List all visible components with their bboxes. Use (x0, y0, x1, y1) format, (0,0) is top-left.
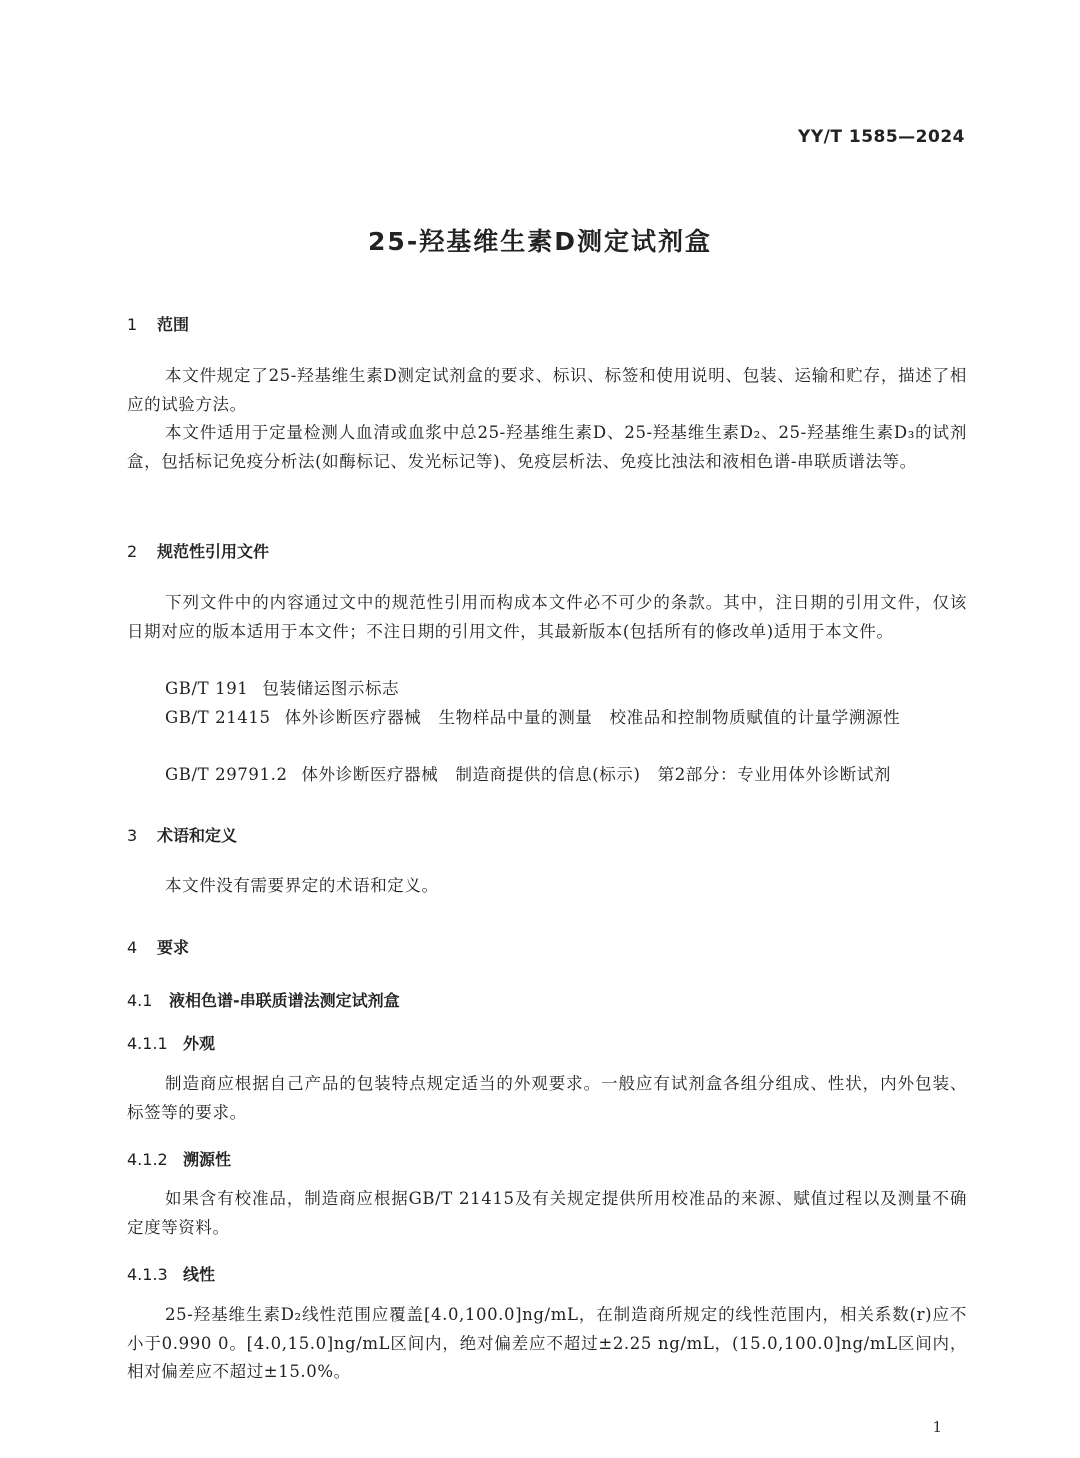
linearity-paragraph: 25-羟基维生素D₂线性范围应覆盖[4.0,100.0]ng/mL，在制造商所规定的线性范围内，相关系数(r)应不小于0.990 0。[4.0,15.0]ng/mL区间内，绝对偏差应不超过±2.25 ng/mL，(15.0,100.0]ng/mL区间内，相对偏差应不超过±15.0%。 (127, 1305, 967, 1381)
section-number: 1 (127, 315, 138, 334)
section-number: 3 (127, 826, 138, 845)
section-title: 范围 (157, 315, 190, 334)
reference-code: GB/T 29791.2 (165, 765, 288, 784)
section-heading-4-1-1 (127, 1031, 215, 1054)
reference-code: GB/T 21415 (165, 708, 271, 727)
reference-item (127, 704, 967, 733)
reference-item (127, 761, 967, 790)
section-number: 4.1 (127, 991, 153, 1010)
standard-code: YY/T 1585—2024 (798, 127, 965, 147)
scope-paragraph-1: 本文件规定了25-羟基维生素D测定试剂盒的要求、标识、标签和使用说明、包装、运输和贮存，描述了相应的试验方法。 (127, 366, 967, 414)
normative-intro-paragraph: 下列文件中的内容通过文中的规范性引用而构成本文件必不可少的条款。其中，注日期的引用文件，仅该日期对应的版本适用于本文件；不注日期的引用文件，其最新版本(包括所有的修改单)适用于本文件。 (127, 593, 967, 641)
section-title: 溯源性 (183, 1150, 232, 1169)
section-heading-2 (127, 539, 269, 562)
reference-title: 包装储运图示标志 (262, 679, 400, 698)
section-title: 液相色谱-串联质谱法测定试剂盒 (169, 991, 400, 1010)
terms-paragraph: 本文件没有需要界定的术语和定义。 (165, 876, 439, 895)
section-title: 外观 (183, 1034, 216, 1053)
section-number: 4.1.2 (127, 1150, 168, 1169)
reference-title: 体外诊断医疗器械 制造商提供的信息(标示) 第2部分：专业用体外诊断试剂 (301, 765, 892, 784)
section-title: 要求 (157, 938, 190, 957)
section-number: 4.1.1 (127, 1034, 168, 1053)
reference-code: GB/T 191 (165, 679, 249, 698)
document-title: 25-羟基维生素D测定试剂盒 (368, 227, 712, 256)
section-title: 规范性引用文件 (157, 542, 270, 561)
section-number: 2 (127, 542, 138, 561)
section-heading-4 (127, 935, 189, 958)
section-heading-3 (127, 823, 237, 846)
section-number: 4 (127, 938, 138, 957)
section-number: 4.1.3 (127, 1265, 168, 1284)
reference-title: 体外诊断医疗器械 生物样品中量的测量 校准品和控制物质赋值的计量学溯源性 (284, 708, 901, 727)
traceability-paragraph: 如果含有校准品，制造商应根据GB/T 21415及有关规定提供所用校准品的来源、赋值过程以及测量不确定度等资料。 (127, 1189, 967, 1237)
section-title: 线性 (183, 1265, 216, 1284)
section-heading-1 (127, 312, 189, 335)
scope-paragraph-2: 本文件适用于定量检测人血清或血浆中总25-羟基维生素D、25-羟基维生素D₂、25-羟基维生素D₃的试剂盒，包括标记免疫分析法(如酶标记、发光标记等)、免疫层析法、免疫比浊法和液相色谱-串联质谱法等。 (127, 423, 967, 471)
section-heading-4-1 (127, 988, 400, 1011)
section-heading-4-1-2 (127, 1147, 231, 1170)
appearance-paragraph: 制造商应根据自己产品的包装特点规定适当的外观要求。一般应有试剂盒各组分组成、性状，内外包装、标签等的要求。 (127, 1074, 967, 1122)
page-number: 1 (932, 1418, 942, 1436)
reference-item (127, 675, 967, 704)
section-title: 术语和定义 (157, 826, 238, 845)
section-heading-4-1-3 (127, 1262, 215, 1285)
